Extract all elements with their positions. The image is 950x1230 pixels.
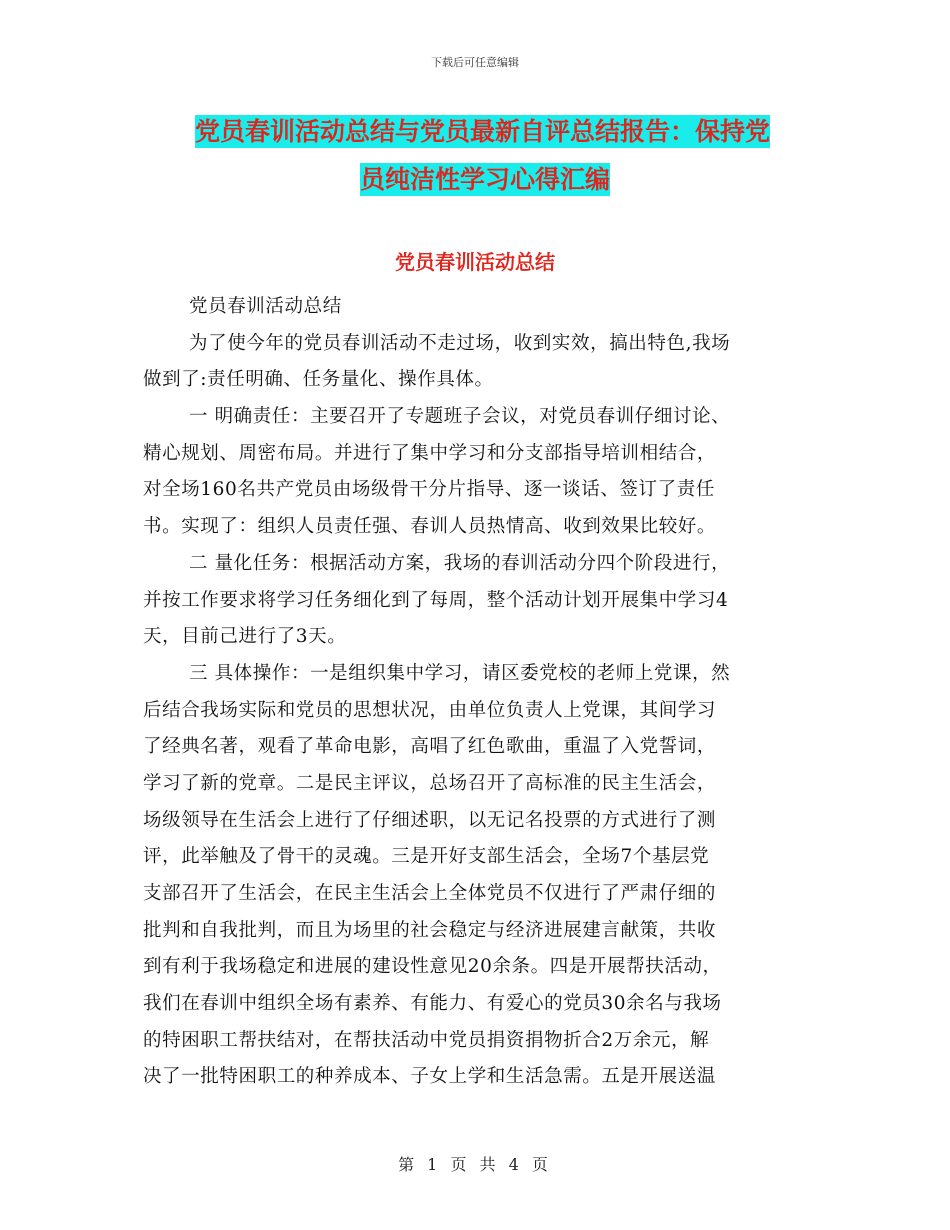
body-line: 党员春训活动总结	[189, 296, 342, 317]
body-text	[143, 289, 808, 1096]
body-line: 支部召开了生活会，在民主生活会上全体党员不仅进行了严肃仔细的	[143, 883, 717, 904]
body-line: 一 明确责任：主要召开了专题班子会议，对党员春训仔细讨论、	[189, 406, 731, 428]
body-line: 批判和自我批判，而且为场里的社会稳定与经济进展建言献策，共收	[143, 919, 717, 941]
body-line: 到有利于我场稳定和进展的建设性意见20余条。四是开展帮扶活动，	[143, 956, 722, 978]
body-line: 为了使今年的党员春训活动不走过场，收到实效，搞出特色,我场	[189, 332, 731, 354]
body-line: 做到了:责任明确、任务量化、操作具体。	[143, 369, 494, 391]
body-line: 评，此举触及了骨干的灵魂。三是开好支部生活会，全场7个基层党	[143, 846, 710, 868]
body-line: 的特困职工帮扶结对，在帮扶活动中党员捐资捐物折合2万余元，解	[143, 1029, 710, 1051]
body-line: 了经典名著，观看了革命电影，高唱了红色歌曲，重温了入党誓词，	[143, 736, 717, 758]
body-line: 精心规划、周密布局。并进行了集中学习和分支部指导培训相结合，	[143, 442, 717, 464]
body-line: 对全场160名共产党员由场级骨干分片指导、逐一谈话、签订了责任	[143, 479, 715, 501]
body-line: 二 量化任务：根据活动方案，我场的春训活动分四个阶段进行，	[189, 552, 731, 574]
body-line: 三 具体操作：一是组织集中学习，请区委党校的老师上党课，然	[189, 662, 731, 684]
body-line: 决了一批特困职工的种养成本、子女上学和生活急需。五是开展送温	[143, 1066, 717, 1088]
body-line: 后结合我场实际和党员的思想状况，由单位负责人上党课，其间学习	[143, 699, 717, 721]
page-number-footer: 第 1 页 共 4 页	[398, 1155, 552, 1174]
title-line-2	[140, 156, 830, 204]
header-note: 下载后可任意编辑	[431, 56, 519, 69]
title-line-2-text: 员纯洁性学习心得汇编	[359, 165, 610, 194]
body-line: 学习了新的党章。二是民主评议，总场召开了高标准的民主生活会，	[143, 772, 717, 794]
body-line: 场级领导在生活会上进行了仔细述职，以无记名投票的方式进行了测	[143, 809, 717, 831]
body-line: 天，目前己进行了3天。	[143, 626, 347, 648]
body-line: 我们在春训中组织全场有素养、有能力、有爱心的党员30余名与我场	[143, 993, 722, 1015]
title-line-1-text: 党员春训活动总结与党员最新自评总结报告：保持党	[195, 117, 771, 146]
body-line: 并按工作要求将学习任务细化到了每周，整个活动计划开展集中学习4	[143, 589, 729, 611]
document-title	[140, 108, 830, 204]
title-line-1	[140, 108, 830, 156]
section-title: 党员春训活动总结	[395, 250, 555, 274]
body-line: 书。实现了：组织人员责任强、春训人员热情高、收到效果比较好。	[143, 516, 717, 538]
